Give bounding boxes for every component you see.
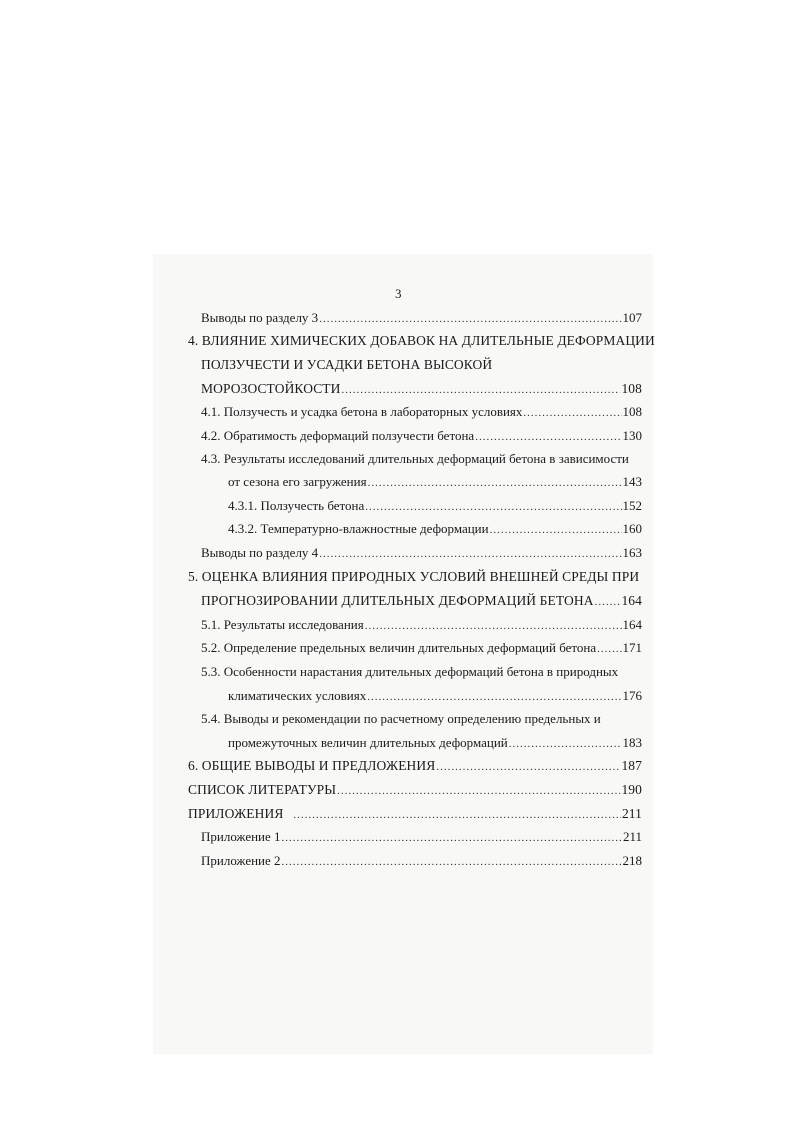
toc-entry-title: ПРОГНОЗИРОВАНИИ ДЛИТЕЛЬНЫХ ДЕФОРМАЦИЙ БЕТОНА	[201, 593, 594, 608]
toc-entry-title: 5. ОЦЕНКА ВЛИЯНИЯ ПРИРОДНЫХ УСЛОВИЙ ВНЕШНЕЙ СРЕДЫ ПРИ	[188, 569, 640, 584]
toc-leader-dots	[337, 783, 620, 799]
toc-entry-title: Выводы по разделу 3	[201, 310, 319, 325]
toc-section-5-3-line-1[interactable]	[201, 664, 642, 680]
toc-page-number: 218	[622, 853, 642, 868]
toc-leader-dots	[368, 475, 622, 491]
toc-entry-title: от сезона его загружения	[228, 474, 367, 489]
toc-chapter-5-line-2[interactable]	[201, 593, 642, 609]
toc-leader-dots	[523, 405, 621, 421]
toc-entry-title: Выводы по разделу 4	[201, 545, 319, 560]
toc-entry-title: 5.2. Определение предельных величин длительных деформаций бетона	[201, 640, 597, 655]
toc-entry-title: 4. ВЛИЯНИЕ ХИМИЧЕСКИХ ДОБАВОК НА ДЛИТЕЛЬНЫЕ ДЕФОРМАЦИИ	[188, 333, 655, 348]
toc-entry-title: Приложение 1	[201, 829, 281, 844]
toc-leader-dots	[597, 641, 621, 657]
toc-leader-dots	[319, 311, 621, 327]
toc-section-4-3-2[interactable]	[228, 521, 642, 537]
toc-section-4-1[interactable]	[201, 404, 642, 420]
toc-leader-dots	[490, 522, 622, 538]
toc-leader-dots	[342, 382, 621, 398]
toc-entry-title: Приложение 2	[201, 853, 281, 868]
toc-entry-title: СПИСОК ЛИТЕРАТУРЫ	[188, 782, 337, 797]
toc-page-number: 171	[622, 640, 642, 655]
toc-page-number: 108	[621, 381, 642, 396]
toc-entry-title: МОРОЗОСТОЙКОСТИ	[201, 381, 341, 396]
toc-page-number: 107	[622, 310, 642, 325]
toc-entry-title: 4.3. Результаты исследований длительных деформаций бетона в зависимости	[201, 451, 629, 466]
toc-leader-dots	[365, 618, 622, 634]
toc-section-5-3-line-2[interactable]	[228, 688, 642, 704]
toc-entry-title: 4.3.1. Ползучесть бетона	[228, 498, 365, 513]
toc-section-4-3-line-1[interactable]	[201, 451, 642, 467]
toc-entry-title: 4.3.2. Температурно-влажностные деформации	[228, 521, 489, 536]
toc-section-5-4-line-2[interactable]	[228, 735, 642, 751]
toc-page-number: 187	[621, 758, 642, 773]
toc-page-number: 163	[622, 545, 642, 560]
toc-entry-title: 4.2. Обратимость деформаций ползучести бетона	[201, 428, 475, 443]
toc-page-number: 190	[621, 782, 642, 797]
toc-page-number: 130	[622, 428, 642, 443]
toc-page-number: 108	[622, 404, 642, 419]
toc-references[interactable]	[188, 782, 642, 798]
toc-page-number: 160	[622, 521, 642, 536]
toc-chapter-4-line-2	[201, 357, 642, 373]
toc-entry-title: ПОЛЗУЧЕСТИ И УСАДКИ БЕТОНА ВЫСОКОЙ	[201, 357, 493, 372]
toc-leader-dots	[436, 759, 620, 775]
toc-page-number: 164	[622, 617, 642, 632]
toc-appendix-1[interactable]	[201, 829, 642, 845]
toc-page-number: 152	[622, 498, 642, 513]
toc-leader-dots	[475, 429, 621, 445]
toc-section-5-2[interactable]	[201, 640, 642, 656]
toc-leader-dots	[595, 594, 621, 610]
toc-chapter-5-line-1[interactable]	[188, 569, 648, 585]
toc-section-4-3-1[interactable]	[228, 498, 642, 514]
toc-leader-dots	[365, 499, 621, 515]
toc-chapter-4-line-1[interactable]	[188, 333, 655, 349]
toc-leader-dots	[282, 854, 622, 870]
toc-section-4-2[interactable]	[201, 428, 642, 444]
toc-page-number: 176	[622, 688, 642, 703]
toc-leader-dots	[509, 736, 622, 752]
toc-chapter-6[interactable]	[188, 758, 642, 774]
toc-page-number: 211	[621, 806, 642, 821]
toc-section-4-3-line-2[interactable]	[228, 474, 642, 490]
page-number: 3	[395, 286, 402, 301]
toc-entry-conclusions-3[interactable]	[201, 310, 642, 326]
toc-page-number: 211	[622, 829, 642, 844]
toc-entry-conclusions-4[interactable]	[201, 545, 642, 561]
toc-leader-dots	[293, 807, 621, 823]
toc-leader-dots	[367, 689, 621, 705]
toc-page-number: 143	[622, 474, 642, 489]
toc-entry-title: 5.3. Особенности нарастания длительных деформаций бетона в природных	[201, 664, 619, 679]
toc-entry-title: 4.1. Ползучесть и усадка бетона в лабораторных условиях	[201, 404, 523, 419]
toc-leader-dots	[319, 546, 621, 562]
toc-appendix-2[interactable]	[201, 853, 642, 869]
toc-entry-title: 6. ОБЩИЕ ВЫВОДЫ И ПРЕДЛОЖЕНИЯ	[188, 758, 436, 773]
toc-chapter-4-line-3[interactable]	[201, 381, 642, 397]
toc-entry-title: климатических условиях	[228, 688, 367, 703]
toc-page-number: 164	[621, 593, 642, 608]
toc-entry-title: ПРИЛОЖЕНИЯ	[188, 806, 284, 821]
toc-entry-title: 5.1. Результаты исследования	[201, 617, 364, 632]
toc-section-5-4-line-1[interactable]	[201, 711, 642, 727]
toc-section-5-1[interactable]	[201, 617, 642, 633]
toc-leader-dots	[282, 830, 622, 846]
toc-page-number: 183	[622, 735, 642, 750]
toc-entry-title: 5.4. Выводы и рекомендации по расчетному определению предельных и	[201, 711, 601, 726]
toc-appendices[interactable]	[188, 806, 642, 822]
toc-entry-title: промежуточных величин длительных деформаций	[228, 735, 508, 750]
